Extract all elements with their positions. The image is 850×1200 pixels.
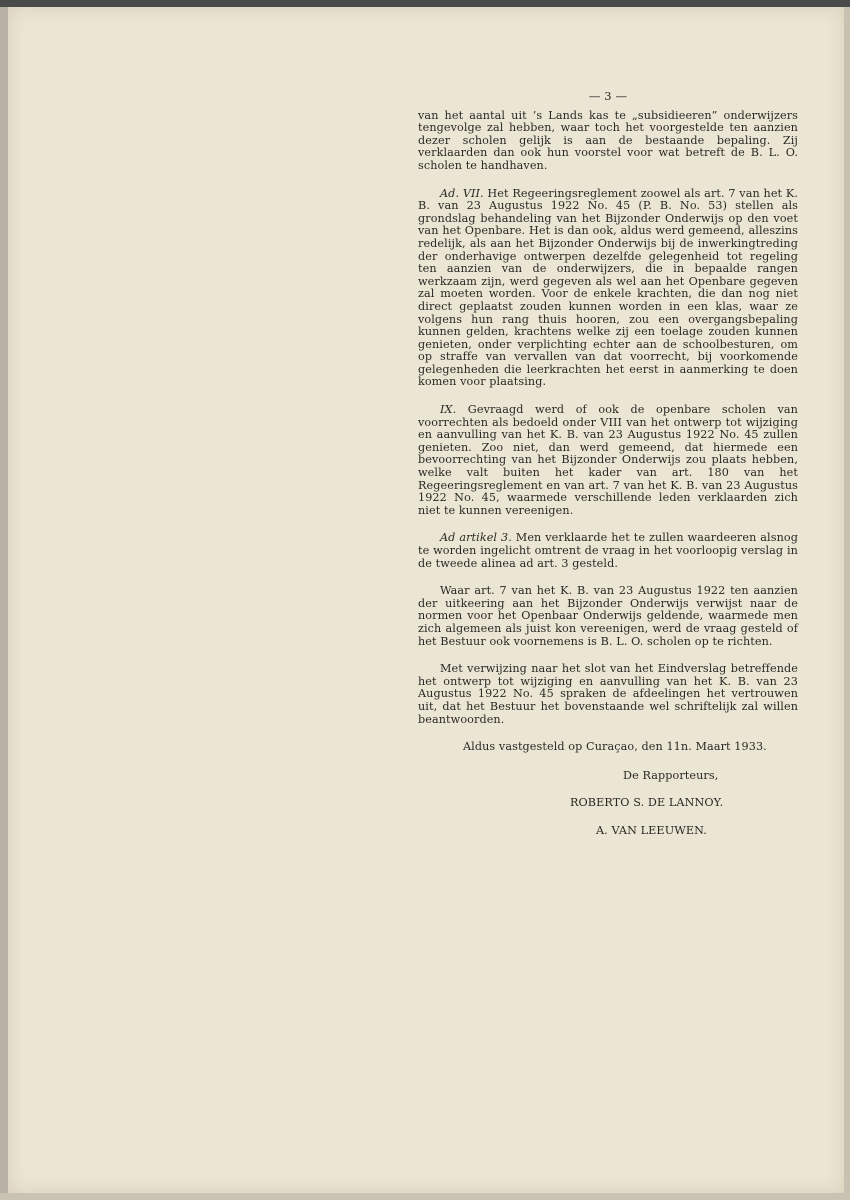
text-column [418,90,798,838]
section-lead: IX. [440,403,457,417]
scan-bottom-edge [0,1193,850,1200]
paragraph-continuation [418,110,798,173]
paragraph-met-verwijzing [418,663,798,726]
paragraph-text: Gevraagd werd of ook de openbare scholen van voorrechten als bedoeld onder VIII van het ontwerp tot wijziging en aanvulling van het K. B. van 23 Augustus 1922 No. 45 zullen genieten. Zoo niet, dan werd gemeend, dat hiermede een bevoorrechting van het Bijzonder Onderwijs zou plaats hebben, welke valt buiten het kader van art. 180 van het Regeeringsreglement en van art. 7 van het K. B. van 23 Augustus 1922 No. 45, waarmede verschillende leden verklaarden zich niet te kunnen vereenigen. [418,403,798,517]
paragraph-text: Waar art. 7 van het K. B. van 23 Augustus 1922 ten aanzien der uitkeering aan het Bijzonder Onderwijs verwijst naar de normen voor het Openbaar Onderwijs geldende, waarmede men zich algemeen als juist kon vereenigen, werd de vraag gesteld of het Bestuur ook voornemens is B. L. O. scholen op te richten. [418,584,798,648]
paragraph-text: Men verklaarde het te zullen waardeeren alsnog te worden ingelicht omtrent de vraag in het voorloopig verslag in de tweede alinea ad art. 3 gesteld. [418,531,798,570]
signatory-1: ROBERTO S. DE LANNOY. [570,796,724,810]
paragraph-waar-art-7 [418,585,798,648]
section-lead: Ad artikel 3. [440,531,512,545]
scan-top-border [0,0,850,7]
paragraph-ad-vii [418,188,798,390]
closing-date-line: Aldus vastgesteld op Curaçao, den 11n. Maart 1933. [463,740,767,754]
paragraph-ix [418,404,798,517]
paragraph-text: van het aantal uit ’s Lands kas te „subsidieeren” onderwijzers tengevolge zal hebben, waar toch het voorgestelde ten aanzien dezer scholen gelijk is aan de bestaande bepaling. Zij verklaarden dan ook hun voorstel voor wat betreft de B. L. O. scholen te handhaven. [418,108,798,172]
signatory-2: A. VAN LEEUWEN. [596,823,707,837]
scan-right-edge [844,7,850,1200]
paragraph-text: Het Regeeringsreglement zoowel als art. 7 van het K. B. van 23 Augustus 1922 No. 45 (P. B. No. 53) stellen als grondslag behandeling van het Bijzonder Onderwijs op den voet van het Openbare. Het is dan ook, aldus werd gemeend, alleszins redelijk, als aan het Bijzonder Onderwijs bij de inwerkingtreding der onderhavige ontwerpen dezelfde gelegenheid tot regeling ten aanzien van de onderwijzers, die in bepaalde rangen werkzaam zijn, werd gegeven als wel aan het Openbare gegeven zal moeten worden. Voor de enkele krachten, die dan nog niet direct geplaatst zouden kunnen worden in een klas, waar ze volgens hun rang thuis hooren, zou een overgangsbepaling kunnen gelden, krachtens welke zij een toelage zouden kunnen genieten, onder verplichting echter aan de schoolbesturen, om op straffe van vervallen van dat voorrecht, bij voorkomende gelegenheden die leerkrachten het eerst in aanmerking te doen komen voor plaatsing. [418,186,798,389]
section-lead: Ad. VII. [440,186,484,200]
paragraph-text: Met verwijzing naar het slot van het Eindverslag betreffende het ontwerp tot wijziging en aanvulling van het K. B. van 23 Augustus 1922 No. 45 spraken de afdeelingen het vertrouwen uit, dat het Bestuur het bovenstaande wel schriftelijk zal willen beantwoorden. [418,662,798,726]
page-number: — 3 — [588,89,628,103]
paragraph-ad-artikel-3 [418,532,798,570]
rapporteurs-label: De Rapporteurs, [623,768,719,782]
